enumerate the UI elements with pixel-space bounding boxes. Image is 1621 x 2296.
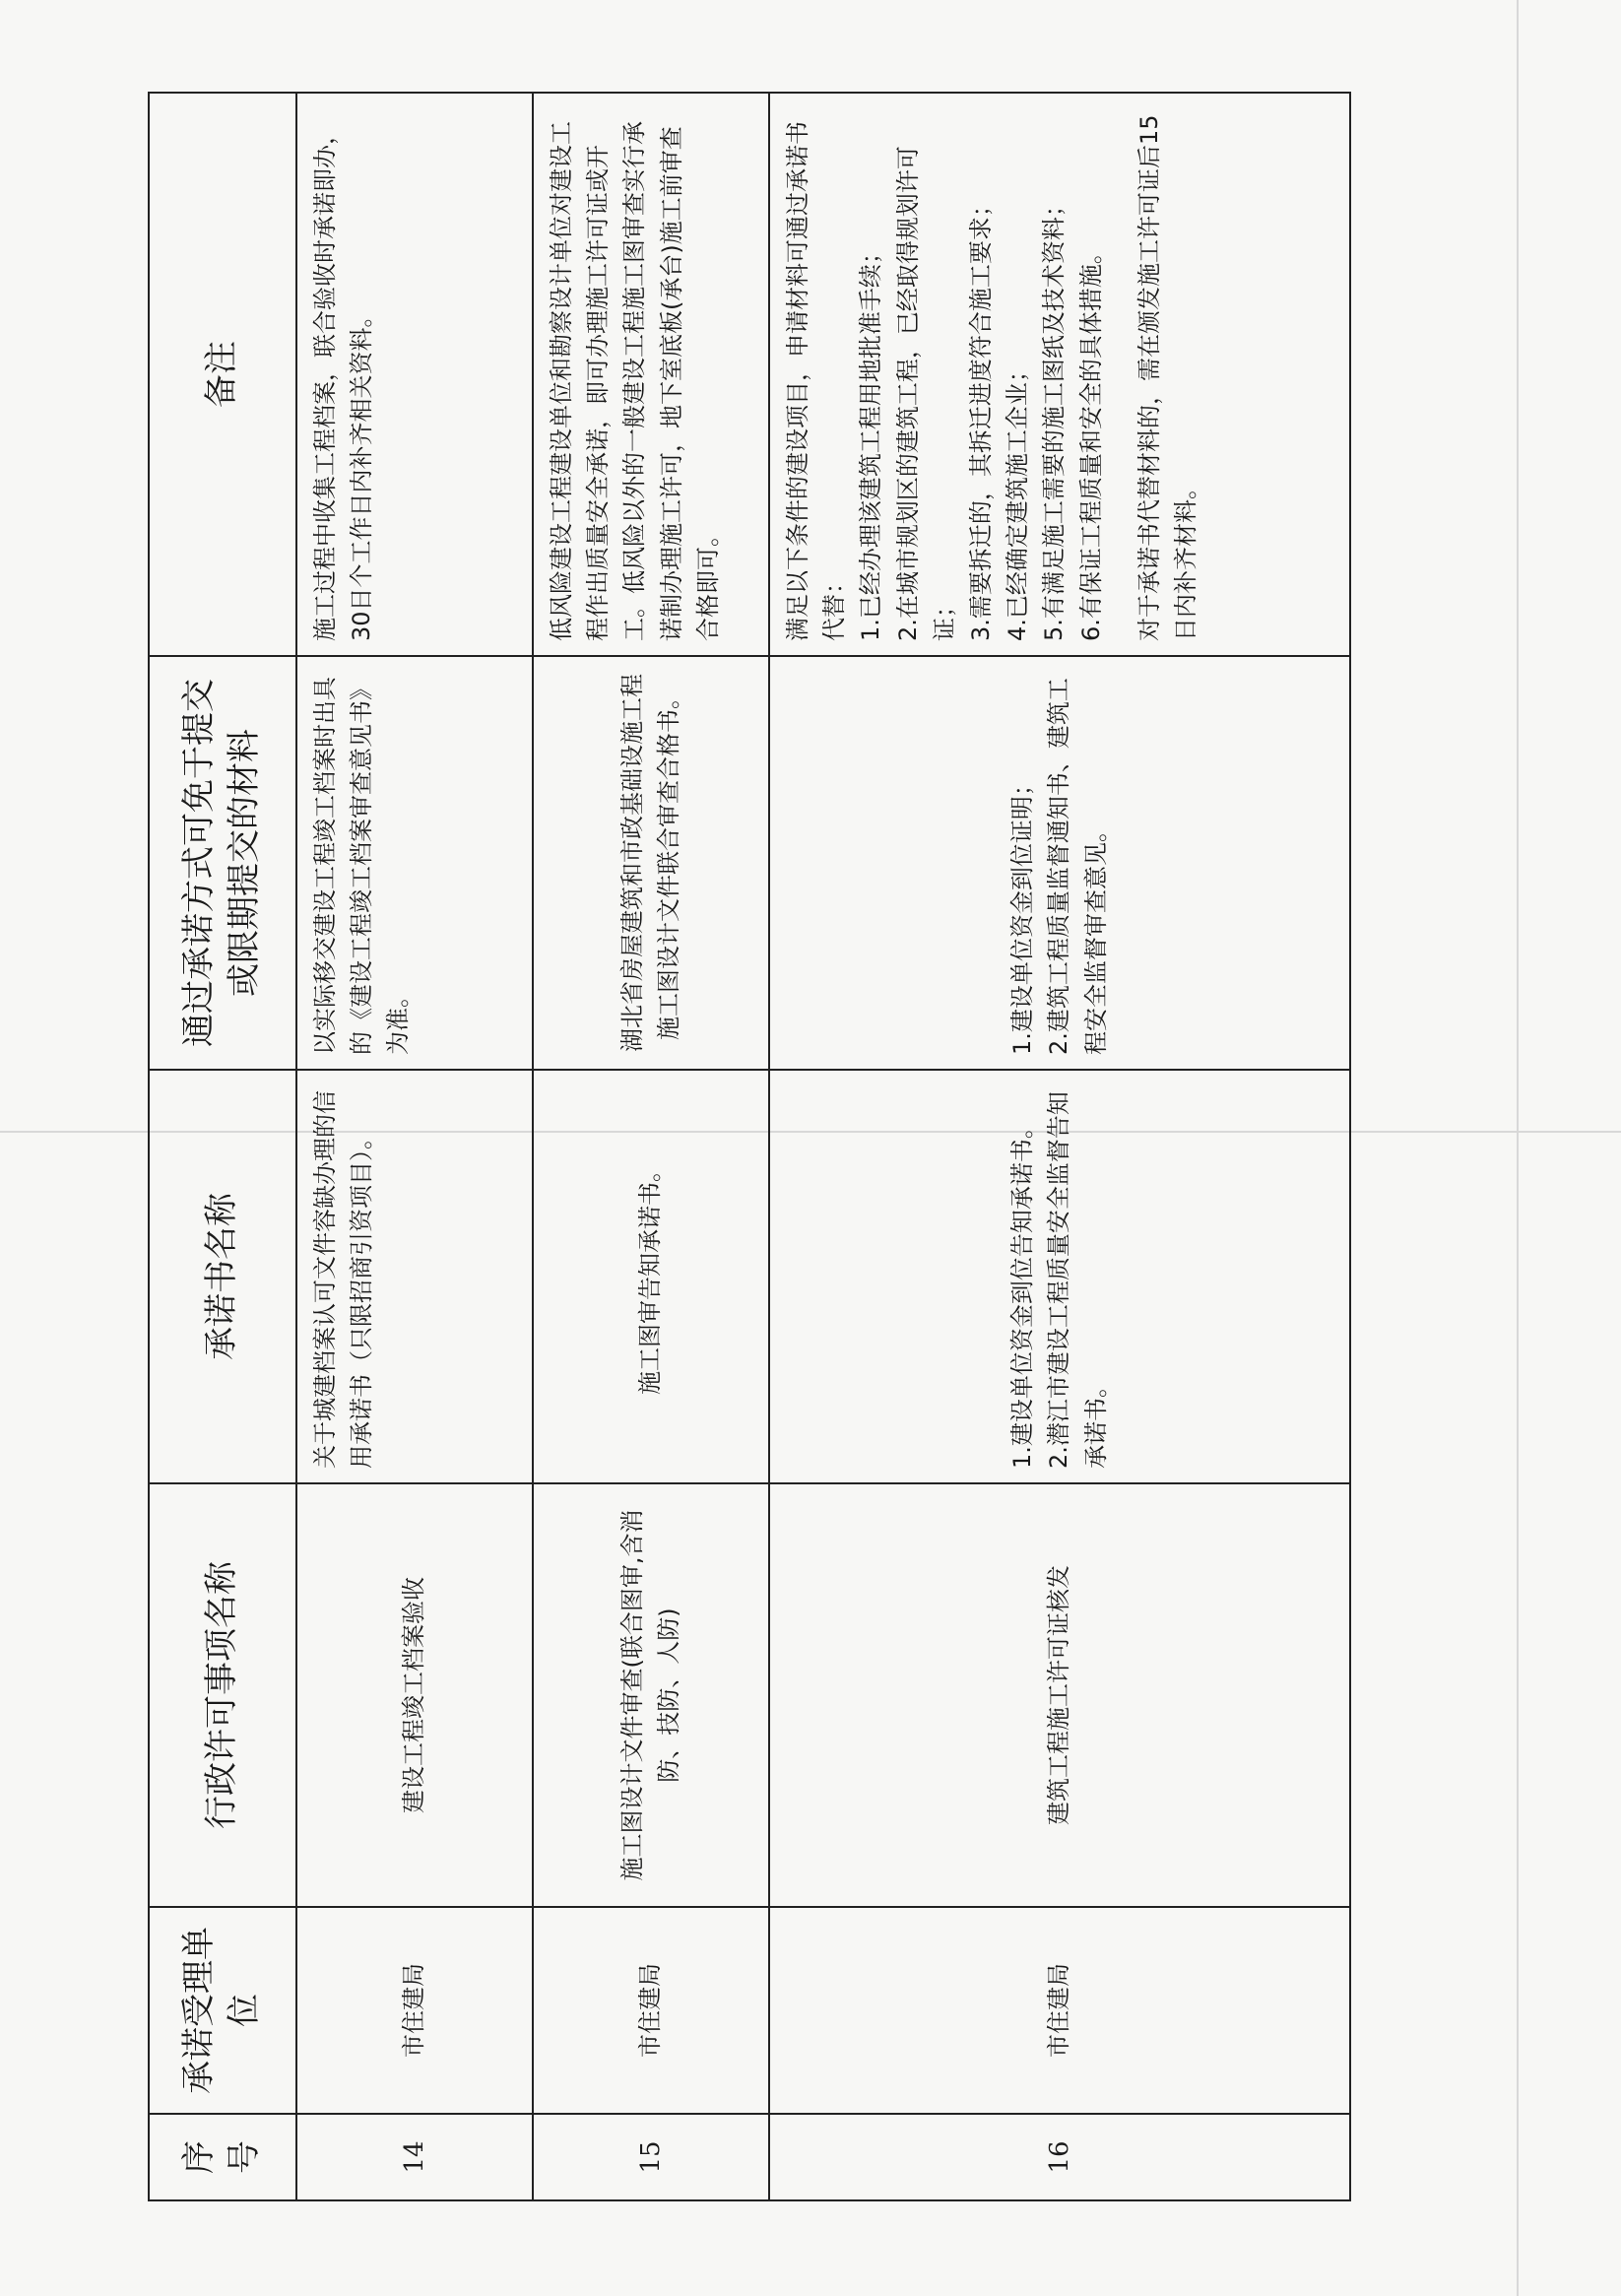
cell-unit: 市住建局	[533, 1907, 769, 2114]
remarks-line: 对于承诺书代替材料的，需在颁发施工许可证后15日内补齐材料。	[1135, 114, 1200, 641]
remarks-line: 5.有满足施工需要的施工图纸及技术资料；	[1040, 193, 1069, 641]
cell-unit: 市住建局	[769, 1907, 1350, 2114]
cell-pledge	[769, 1070, 1350, 1483]
cell-item: 施工图设计文件审查(联合图审,含消防、技防、人防)	[533, 1483, 769, 1907]
header-remarks: 备注	[149, 93, 296, 656]
header-item: 行政许可事项名称	[149, 1483, 296, 1907]
cell-item: 建设工程竣工档案验收	[296, 1483, 533, 1907]
cell-remarks: 低风险建设工程建设单位和勘察设计单位对建设工程作出质量安全承诺，即可办理施工许可证或开工。低风险以外的一般建设工程施工图审查实行承诺制办理施工许可，地下室底板(承台)施工前审查合格即可。	[533, 93, 769, 656]
cell-pledge: 施工图审告知承诺书。	[533, 1070, 769, 1483]
remarks-line: 满足以下条件的建设项目，申请材料可通过承诺书代替：	[784, 121, 849, 641]
cell-remarks	[769, 93, 1350, 656]
cell-unit: 市住建局	[296, 1907, 533, 2114]
materials-line: 1.建设单位资金到位证明；	[1008, 772, 1037, 1055]
remarks-line: 2.在城市规划区的建筑工程，已经取得规划许可证；	[893, 146, 958, 641]
rotated-table-wrapper	[148, 94, 1349, 2201]
cell-materials: 湖北省房屋建筑和市政基础设施工程施工图设计文件联合审查合格书。	[533, 656, 769, 1070]
table-row	[296, 93, 533, 2200]
materials-line: 2.建筑工程质量监督通知书、建筑工程安全监督审查意见。	[1045, 678, 1110, 1055]
table-header-row	[149, 93, 296, 2200]
cell-pledge: 关于城建档案认可文件容缺办理的信用承诺书（只限招商引资项目）。	[296, 1070, 533, 1483]
remarks-line: 1.已经办理该建筑工程用地批准手续；	[857, 240, 885, 641]
cell-remarks: 施工过程中收集工程档案，联合验收时承诺即办，30日个工作日内补齐相关资料。	[296, 93, 533, 656]
header-serial: 序号	[149, 2114, 296, 2200]
header-pledge: 承诺书名称	[149, 1070, 296, 1483]
remarks-line: 3.需要拆迁的，其拆迁进度符合施工要求；	[966, 193, 995, 641]
cell-serial: 15	[533, 2114, 769, 2200]
remarks-line: 4.已经确定建筑施工企业；	[1004, 359, 1032, 641]
table-row	[769, 93, 1350, 2200]
header-materials: 通过承诺方式可免于提交或限期提交的材料	[149, 656, 296, 1070]
pledge-line: 1.建设单位资金到位告知承诺书。	[1008, 1115, 1037, 1469]
cell-item: 建筑工程施工许可证核发	[769, 1483, 1350, 1907]
scan-artifact-line	[1517, 0, 1519, 2296]
cell-serial: 16	[769, 2114, 1350, 2200]
cell-materials: 以实际移交建设工程竣工档案时出具的《建设工程竣工档案审查意见书》为准。	[296, 656, 533, 1070]
cell-serial: 14	[296, 2114, 533, 2200]
remarks-line: 6.有保证工程质量和安全的具体措施。	[1076, 240, 1105, 641]
cell-materials	[769, 656, 1350, 1070]
commitment-table	[148, 92, 1351, 2201]
header-unit: 承诺受理单位	[149, 1907, 296, 2114]
spacer	[1110, 107, 1132, 641]
pledge-line: 2.潜江市建设工程质量安全监督告知承诺书。	[1045, 1091, 1110, 1469]
table-row	[533, 93, 769, 2200]
